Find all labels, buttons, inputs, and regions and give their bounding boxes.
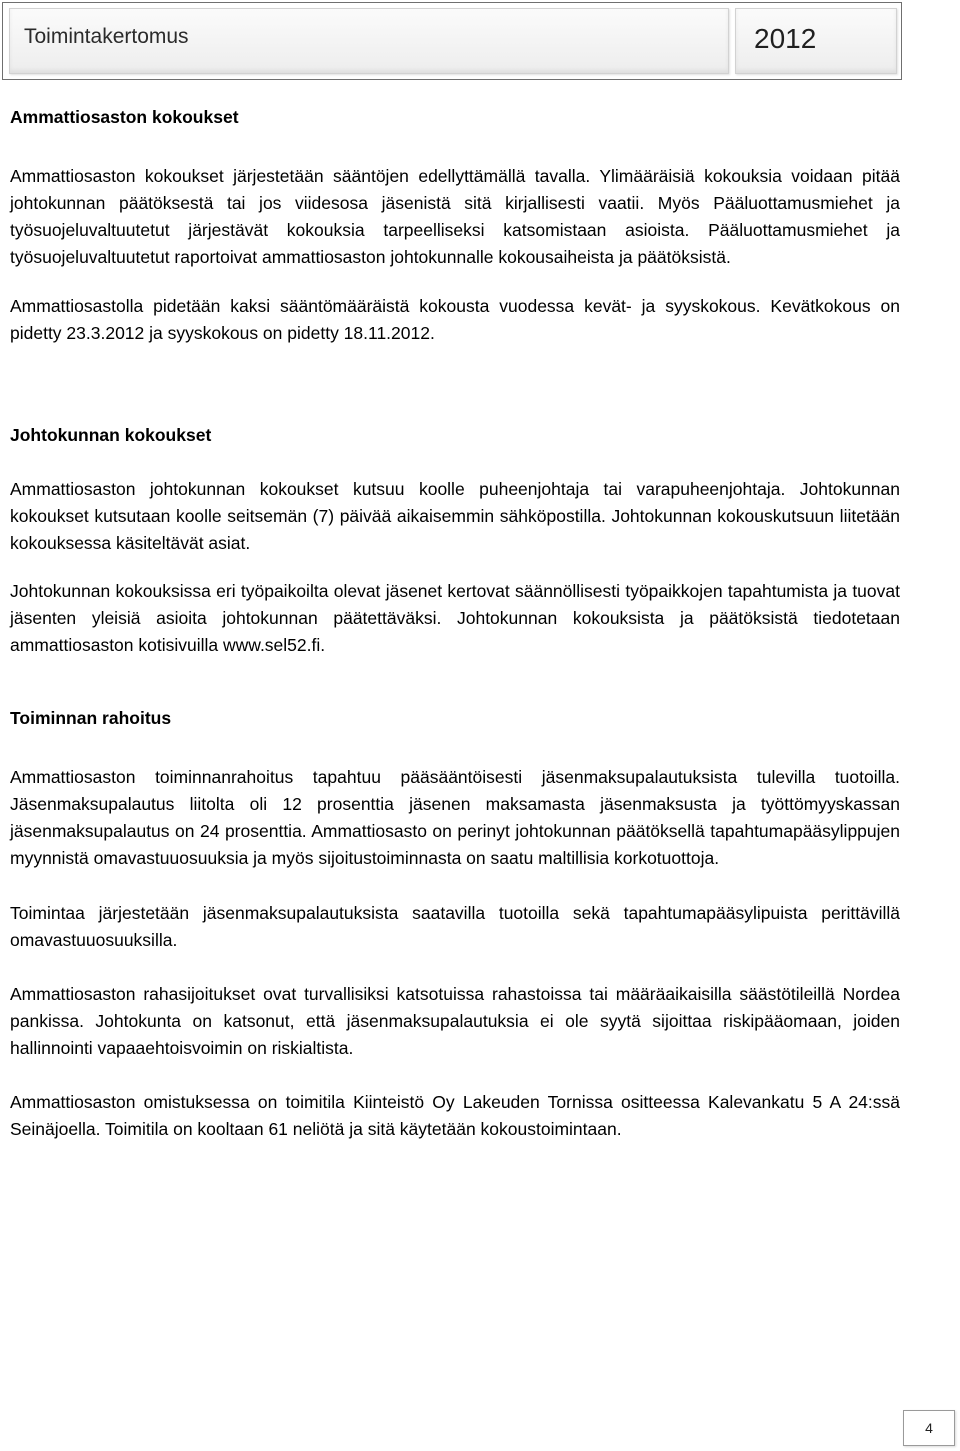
heading-board: Johtokunnan kokoukset [10, 425, 212, 445]
paragraph-funding-1: Ammattiosaston toiminnanrahoitus tapahtuu pääsääntöisesti jäsenmaksupalautuksista tulevilla tuotoilla. Jäsenmaksupalautus liitolta oli 12 prosenttia jäsenen maksamasta jäsenmaksusta ja työttömyyskassan jäsenmaksupalautus on 24 prosenttia. Ammattiosasto on perinyt johtokunnan päätöksellä tapahtumapääsylippujen myynnistä omavastuuosuuksia ja myös sijoitustoiminnasta on saatu maltillisia korkotuottoja. [10, 767, 900, 868]
page-header [2, 2, 902, 80]
document-body [10, 100, 900, 1143]
paragraph-board-2: Johtokunnan kokouksissa eri työpaikoilta olevat jäsenet kertovat säännöllisesti työpaikkojen tapahtumista ja tuovat jäsenten yleisiä asioita johtokunnan päätettäväksi. Johtokunnan kokouksista ja päätöksistä tiedotetaan ammattiosaston kotisivuilla www.sel52.fi. [10, 581, 900, 655]
heading-meetings: Ammattiosaston kokoukset [10, 107, 239, 127]
paragraph-meetings-2: Ammattiosastolla pidetään kaksi sääntömääräistä kokousta vuodessa kevät- ja syyskokous. Kevätkokous on pidetty 23.3.2012 ja syyskokous on pidetty 18.11.2012. [10, 296, 900, 343]
page-number-box [903, 1410, 955, 1446]
header-title-box [9, 8, 729, 74]
paragraph-funding-2: Toimintaa järjestetään jäsenmaksupalautuksista saatavilla tuotoilla sekä tapahtumapääsylipuista perittävillä omavastuuosuuksilla. [10, 903, 900, 950]
header-year-box [735, 8, 897, 74]
document-year: 2012 [754, 23, 817, 54]
heading-funding: Toiminnan rahoitus [10, 708, 172, 728]
paragraph-board-1: Ammattiosaston johtokunnan kokoukset kutsuu koolle puheenjohtaja tai varapuheenjohtaja. Johtokunnan kokoukset kutsutaan koolle seitsemän (7) päivää aikaisemmin sähköpostilla. Johtokunnan kokouskutsuun liitetään kokouksessa käsiteltävät asiat. [10, 479, 900, 553]
paragraph-meetings-1: Ammattiosaston kokoukset järjestetään sääntöjen edellyttämällä tavalla. Ylimääräisiä kokouksia voidaan pitää johtokunnan päätöksestä tai jos viidesosa jäsenistä sitä kirjallisesti vaatii. Myös Pääluottamusmiehet ja työsuojeluvaltuutetut järjestävät kokouksia tarpeelliseksi katsomistaan asioista. Pääluottamusmiehet ja työsuojeluvaltuutetut raportoivat ammattiosaston johtokunnalle kokousaiheista ja päätöksistä. [10, 166, 900, 267]
paragraph-funding-3: Ammattiosaston rahasijoitukset ovat turvallisiksi katsotuissa rahastoissa tai määräaikaisilla säästötileillä Nordea pankissa. Johtokunta on katsonut, että jäsenmaksupalautuksia ei ole syytä sijoittaa riskipääomaan, joiden hallinnointi vapaaehtoisvoimin on riskialtista. [10, 984, 900, 1058]
document-title: Toimintakertomus [24, 25, 189, 48]
page-number: 4 [925, 1420, 933, 1436]
paragraph-funding-4: Ammattiosaston omistuksessa on toimitila Kiinteistö Oy Lakeuden Tornissa ositteessa Kalevankatu 5 A 24:ssä Seinäjoella. Toimitila on kooltaan 61 neliötä ja sitä käytetään kokoustoimintaan. [10, 1092, 900, 1139]
